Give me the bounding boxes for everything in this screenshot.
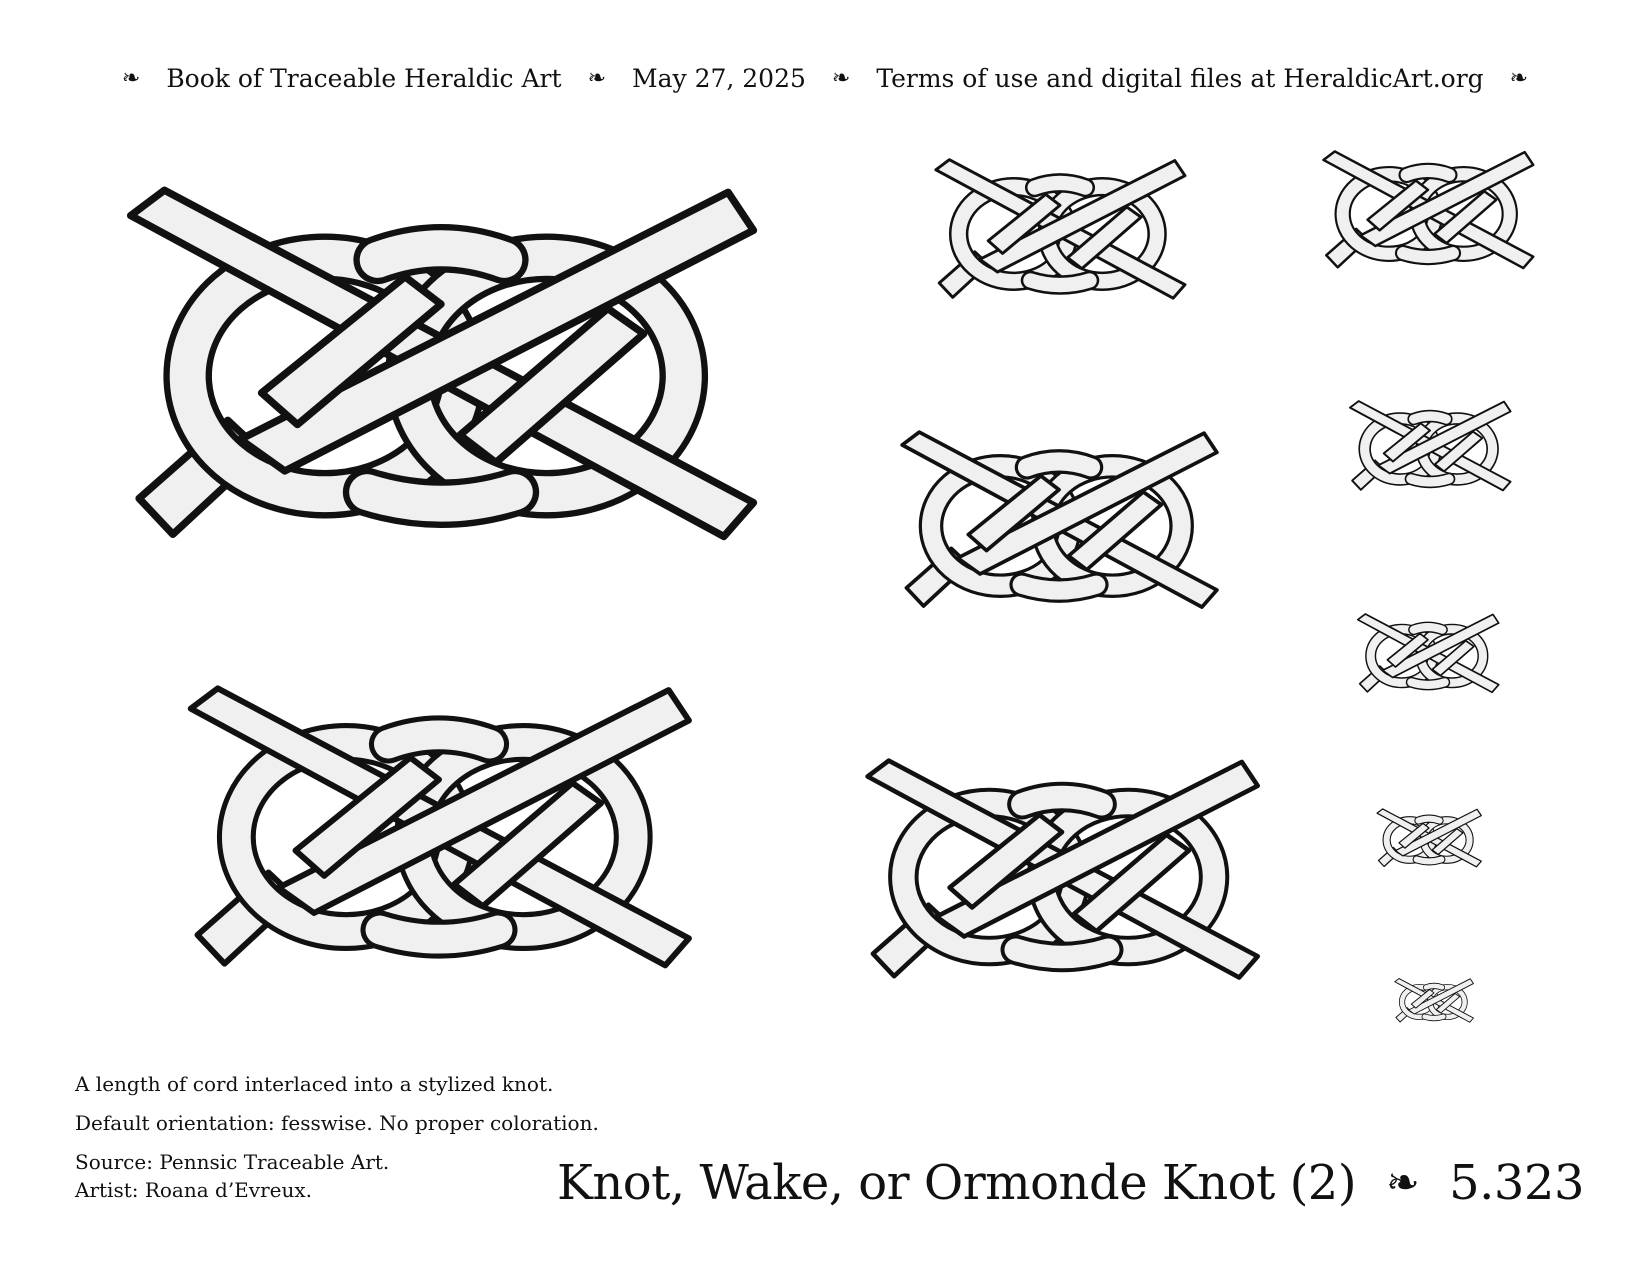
- knot-illustration: [1348, 400, 1512, 498]
- ornament-icon: ❧: [1509, 65, 1529, 91]
- terms-link[interactable]: Terms of use and digital files at HeraldicArt.org: [876, 63, 1484, 93]
- plate-title: [557, 1148, 1584, 1218]
- ornament-icon: ❧: [1386, 1160, 1420, 1206]
- book-title: Book of Traceable Heraldic Art: [166, 63, 562, 93]
- knot-illustration: [184, 685, 694, 989]
- source-line: Source: Pennsic Traceable Art.: [75, 1150, 390, 1174]
- plate-number: 5.323: [1449, 1155, 1584, 1211]
- charge-name: Knot, Wake, or Ormonde Knot (2): [556, 1155, 1357, 1211]
- knot-illustration-large: [122, 186, 760, 566]
- knot-illustration: [932, 158, 1188, 310]
- ornament-icon: ❧: [587, 65, 606, 91]
- ornament-icon: ❧: [831, 65, 851, 91]
- knot-illustration: [898, 430, 1220, 622]
- publication-date: May 27, 2025: [632, 63, 806, 93]
- orientation-line: Default orientation: fesswise. No proper coloration.: [75, 1111, 599, 1135]
- page-header: [0, 58, 1650, 98]
- artist-line: Artist: Roana d’Evreux.: [75, 1178, 312, 1202]
- knot-illustration: [1356, 613, 1500, 699]
- description-line: A length of cord interlaced into a stylized knot.: [75, 1072, 554, 1096]
- knot-illustration: [1376, 808, 1482, 872]
- knot-illustration: [1320, 150, 1536, 278]
- knot-illustration: [862, 758, 1262, 996]
- ornament-icon: ❧: [121, 65, 141, 91]
- knot-illustration: [1394, 978, 1474, 1026]
